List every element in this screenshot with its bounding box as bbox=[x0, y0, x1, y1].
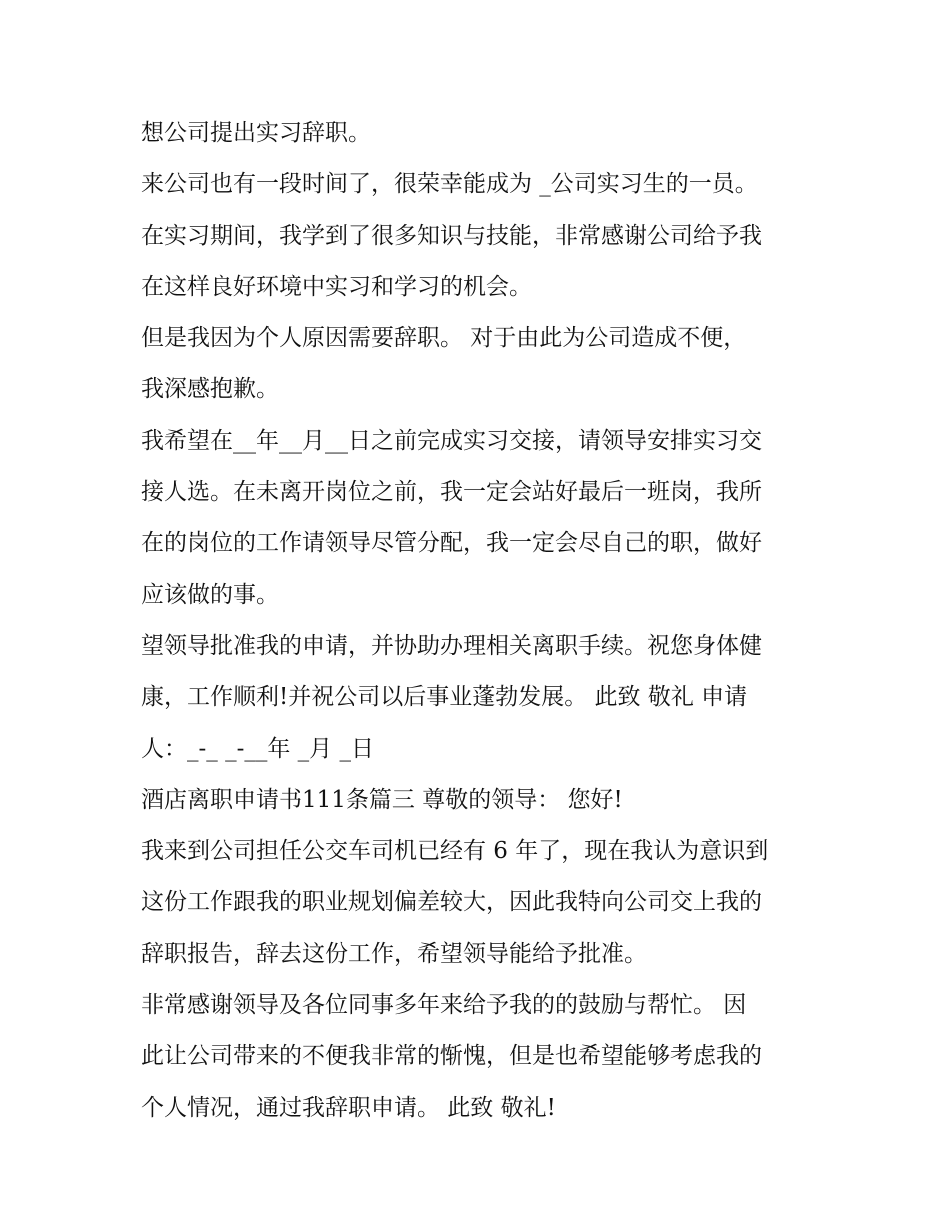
text-line: 但是我因为个人原因需要辞职。 对于由此为公司造成不便， bbox=[141, 325, 747, 352]
document-body bbox=[141, 108, 821, 1134]
text-line: 我深感抱歉。 bbox=[141, 376, 279, 403]
text-line: 来公司也有一段时间了，很荣幸能成为 _公司实习生的一员。 bbox=[141, 171, 758, 198]
text-line: 此让公司带来的不便我非常的惭愧，但是也希望能够考虑我的 bbox=[141, 1043, 762, 1070]
text-line: 康，工作顺利!并祝公司以后事业蓬勃发展。 此致 敬礼 申请 bbox=[141, 684, 748, 711]
text-line: 在实习期间，我学到了很多知识与技能，非常感谢公司给予我 bbox=[141, 222, 762, 249]
text-line: 我希望在__年__月__日之前完成实习交接，请领导安排实习交 bbox=[141, 427, 762, 454]
text-line: 辞职报告，辞去这份工作，希望领导能给予批准。 bbox=[141, 940, 647, 967]
text-line: 接人选。在未离开岗位之前，我一定会站好最后一班岗，我所 bbox=[141, 479, 762, 506]
text-line: 非常感谢领导及各位同事多年来给予我的的鼓励与帮忙。 因 bbox=[141, 992, 747, 1019]
section-heading-line: 酒店离职申请书111条篇三 尊敬的领导： 您好! bbox=[141, 786, 623, 813]
text-line: 我来到公司担任公交车司机已经有 6 年了，现在我认为意识到 bbox=[141, 838, 769, 865]
text-line: 想公司提出实习辞职。 bbox=[141, 120, 371, 146]
text-line: 个人情况，通过我辞职申请。 此致 敬礼! bbox=[141, 1094, 556, 1121]
text-line: 应该做的事。 bbox=[141, 581, 279, 608]
text-line: 人：_-_ _-__年 _月 _日 bbox=[141, 735, 374, 762]
text-line: 在的岗位的工作请领导尽管分配，我一定会尽自己的职，做好 bbox=[141, 530, 762, 557]
text-line: 这份工作跟我的职业规划偏差较大，因此我特向公司交上我的 bbox=[141, 889, 762, 916]
text-line: 在这样良好环境中实习和学习的机会。 bbox=[141, 273, 532, 300]
text-line: 望领导批准我的申请，并协助办理相关离职手续。祝您身体健 bbox=[141, 632, 762, 659]
